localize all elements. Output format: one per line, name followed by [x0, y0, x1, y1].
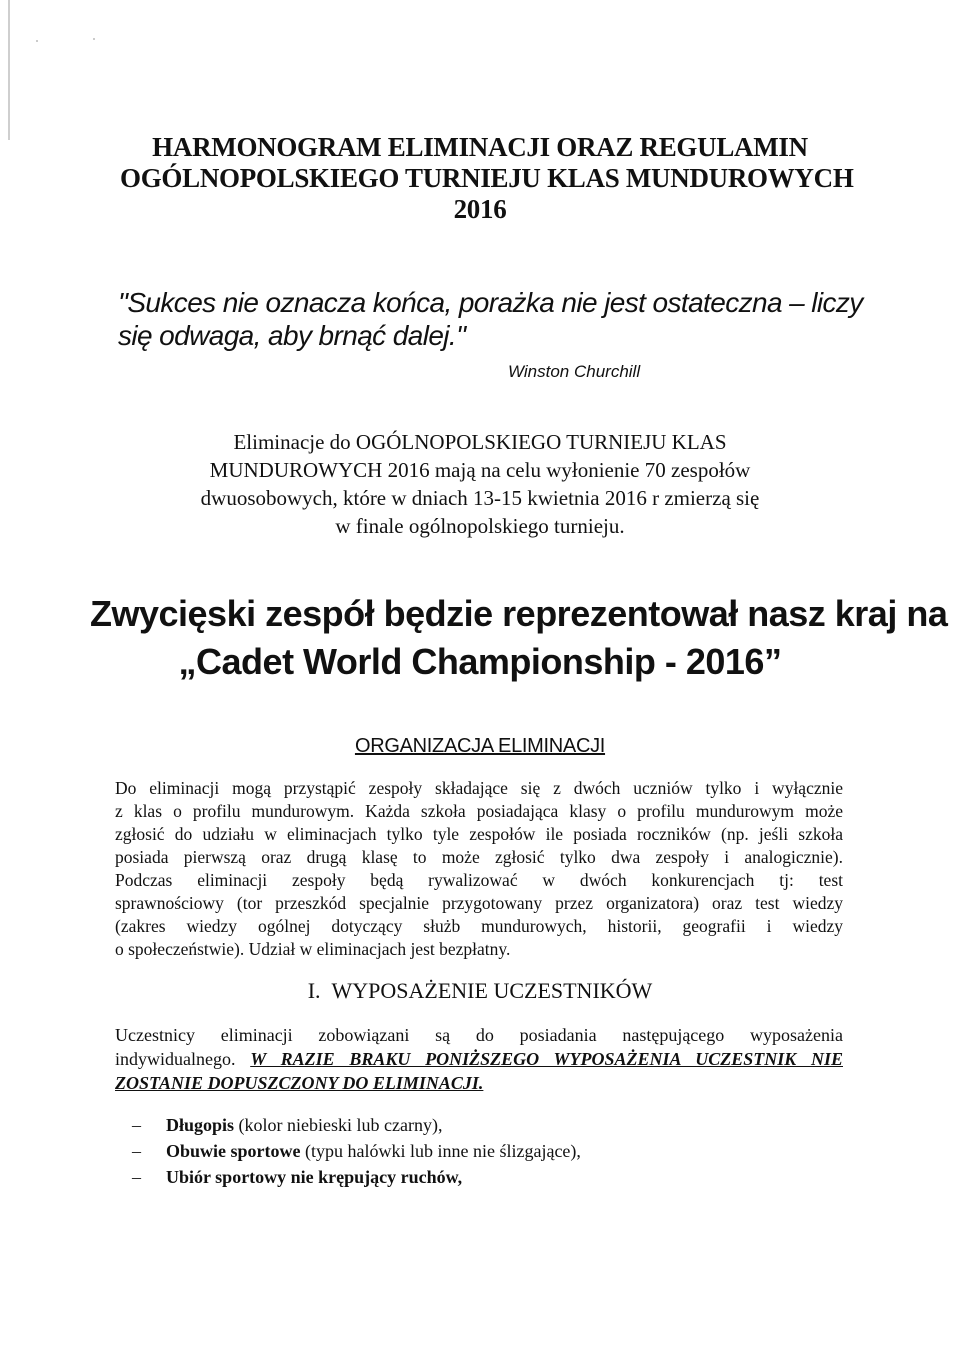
section-line	[115, 1047, 843, 1071]
list-dash: –	[132, 1141, 141, 1161]
intro-line: dwuosobowych, które w dniach 13-15 kwietnia 2016 r zmierzą się	[200, 486, 760, 510]
section-warning: W RAZIE BRAKU PONIŻSZEGO WYPOSAŻENIA UCZESTNIK NIE	[250, 1049, 843, 1069]
quote-line-2: się odwaga, aby brnąć dalej."	[118, 320, 466, 351]
list-item-rest: (kolor niebieski lub czarny),	[234, 1115, 443, 1135]
list-item-bold: Obuwie sportowe	[166, 1141, 301, 1161]
paragraph-line: posiada pierwszą oraz drugą klasę to może zgłosić tylko dwa zespoły i analogicznie).	[115, 847, 843, 867]
paragraph-line: zgłosić do udziału w eliminacjach tylko tyle zespołów ile posiada roczników (np. jeśli szkoła	[115, 824, 843, 844]
paragraph-line: z klas o profilu mundurowym. Każda szkoła posiadająca klasy o profilu mundurowym może	[115, 801, 843, 821]
organization-paragraph	[115, 777, 843, 961]
quote-author: Winston Churchill	[508, 362, 641, 381]
organization-heading: ORGANIZACJA ELIMINACJI	[354, 735, 606, 757]
paragraph-line: sprawnościowy (tor przeszkód specjalnie przygotowany przez organizatora) oraz test wiedzy	[115, 893, 843, 913]
section-paragraph	[115, 1023, 843, 1095]
winner-line-2: „Cadet World Championship - 2016”	[178, 641, 782, 682]
section-number: I.	[307, 978, 321, 1003]
title-line-2: OGÓLNOPOLSKIEGO TURNIEJU KLAS MUNDUROWYCH	[120, 163, 854, 193]
winner-announcement	[90, 590, 948, 686]
list-item	[132, 1164, 581, 1190]
paragraph-line: o społeczeństwie). Udział w eliminacjach jest bezpłatny.	[115, 939, 511, 959]
list-item	[132, 1138, 581, 1164]
intro-line: MUNDUROWYCH 2016 mają na celu wyłonienie 70 zespołów	[209, 458, 751, 482]
list-dash: –	[132, 1167, 141, 1187]
list-dash: –	[132, 1115, 141, 1135]
motto-quote	[118, 286, 863, 352]
section-line	[115, 1071, 843, 1095]
winner-line-1: Zwycięski zespół będzie reprezentował nasz kraj na	[90, 593, 948, 634]
quote-line-1: "Sukces nie oznacza końca, porażka nie jest ostateczna – liczy	[118, 287, 863, 318]
list-item-bold: Długopis	[166, 1115, 235, 1135]
section-warning: ZOSTANIE DOPUSZCZONY DO ELIMINACJI.	[115, 1073, 484, 1093]
paragraph-line: (zakres wiedzy ogólnej dotyczący służb mundurowych, historii, geografii i wiedzy	[115, 916, 843, 936]
paragraph-line: Podczas eliminacji zespoły będą rywalizować w dwóch konkurencjach tj: test	[115, 870, 843, 890]
intro-line: Eliminacje do OGÓLNOPOLSKIEGO TURNIEJU KLAS	[233, 430, 727, 454]
paragraph-line: Do eliminacji mogą przystąpić zespoły składające się z dwóch uczniów tylko i wyłącznie	[115, 778, 843, 798]
section-title: WYPOSAŻENIE UCZESTNIKÓW	[331, 978, 653, 1003]
list-item	[132, 1112, 581, 1138]
scan-speck	[93, 38, 95, 40]
scan-speck	[36, 40, 38, 42]
section-line: Uczestnicy eliminacji zobowiązani są do posiadania następującego wyposażenia	[115, 1025, 843, 1045]
intro-paragraph	[150, 428, 810, 540]
scan-edge-line	[8, 0, 10, 140]
section-heading	[0, 978, 960, 1004]
equipment-list	[132, 1112, 581, 1190]
section-line-plain: indywidualnego.	[115, 1049, 251, 1069]
title-line-3: 2016	[453, 194, 507, 224]
document-title	[120, 132, 854, 225]
list-item-rest: (typu halówki lub inne nie ślizgające),	[300, 1141, 581, 1161]
title-line-1: HARMONOGRAM ELIMINACJI ORAZ REGULAMIN	[152, 132, 808, 162]
list-item-bold: Ubiór sportowy nie krępujący ruchów,	[166, 1167, 463, 1187]
intro-line: w finale ogólnopolskiego turnieju.	[335, 514, 625, 538]
